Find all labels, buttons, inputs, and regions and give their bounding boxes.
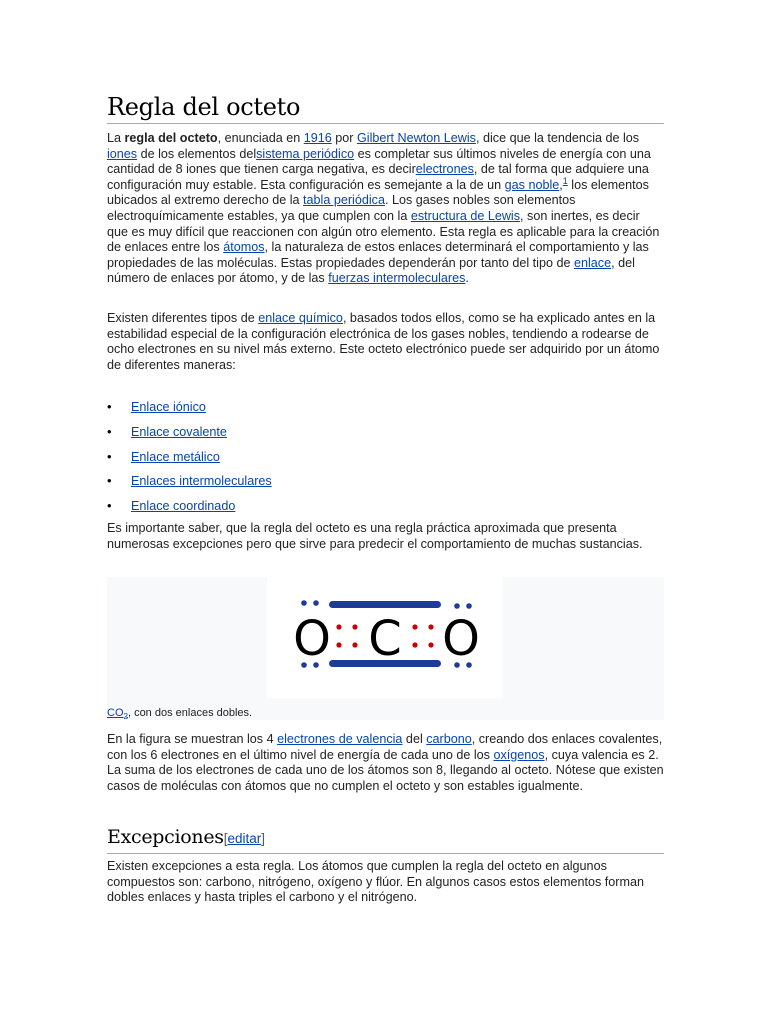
bullet-icon: • [107, 423, 112, 439]
link-enlace-quimico[interactable]: enlace químico [258, 311, 343, 325]
link-electrones[interactable]: electrones [415, 162, 474, 177]
list-item [107, 472, 272, 497]
link-oxigenos[interactable]: oxígenos [493, 747, 545, 762]
link-enlace-coordinado[interactable]: Enlace coordinado [131, 499, 236, 514]
text: , del número de enlaces por átomo, y de las [107, 255, 635, 286]
bullet-icon: • [107, 399, 112, 414]
link-iones[interactable]: iones [107, 146, 138, 161]
edit-section [224, 831, 265, 846]
text: En la figura se muestran los 4 [107, 732, 278, 746]
atom-oxygen-right: O [442, 611, 480, 667]
text: , la naturaleza de estos enlaces determinará el comportamiento y las propiedades de las moléculas. Estas propiedades dependerán por tanto del tipo de [107, 240, 649, 270]
list-item [107, 448, 272, 473]
link-enlace[interactable]: enlace [574, 255, 612, 270]
link-electrones-de-valencia[interactable]: electrones de valencia [277, 732, 403, 746]
link-fuerzas-intermoleculares[interactable]: fuerzas intermoleculares [328, 271, 466, 286]
text: es completar sus últimos niveles de energía con una cantidad de 8 iones que tienen carga negativa, es decir [107, 146, 651, 177]
figure-explanation-paragraph [107, 732, 664, 794]
link-1916[interactable]: 1916 [303, 131, 332, 145]
link-atomos[interactable]: átomos [223, 240, 265, 255]
lone-pair-electron [313, 600, 319, 606]
reference-1[interactable]: 1 [562, 175, 568, 186]
text: . [465, 271, 469, 286]
text: Existen diferentes tipos de [107, 311, 259, 325]
link-tabla-periodica[interactable]: tabla periódica [303, 193, 385, 208]
link-carbono[interactable]: carbono [426, 732, 472, 746]
text: , con dos enlaces dobles. [127, 707, 253, 719]
text: de los elementos del [137, 146, 257, 161]
shared-electron [352, 642, 357, 647]
shared-electron [428, 624, 433, 629]
co2-lewis-structure [267, 577, 503, 698]
co2-figure [107, 577, 664, 720]
lone-pair-electron [454, 603, 460, 609]
lone-pair-electron [301, 600, 307, 606]
link-gilbert-newton-lewis[interactable]: Gilbert Newton Lewis [356, 131, 476, 145]
text: , de tal forma que adquiere una configuración muy estable. Esta configuración es semejante a la de un [107, 162, 649, 192]
text: , creando dos enlaces covalentes, con los 6 electrones en el último nivel de energía de cada uno de los [107, 732, 663, 762]
list-item [107, 423, 272, 448]
link-gas-noble[interactable]: gas noble [504, 177, 560, 192]
link-enlace-covalente[interactable]: Enlace covalente [131, 424, 227, 439]
bond-types-list [107, 398, 272, 522]
list-item [107, 398, 272, 423]
exceptions-note-paragraph: Es importante saber, que la regla del octeto es una regla práctica aproximada que presenta numerosas excepciones pero que sirve para predecir el comportamiento de muchas sustancias. [107, 521, 643, 551]
text: , [559, 177, 563, 192]
bullet-icon: • [107, 448, 112, 464]
link-co2[interactable] [107, 707, 128, 722]
link-enlace-ionico[interactable]: Enlace iónico [131, 400, 206, 414]
atom-carbon: C [368, 611, 402, 667]
list-item [107, 497, 272, 522]
link-enlace-metalico[interactable]: Enlace metálico [131, 449, 220, 464]
lone-pair-electron [466, 603, 472, 609]
bond-types-paragraph [107, 311, 664, 373]
page-title: Regla del octeto [107, 91, 664, 124]
shared-electron [412, 624, 417, 629]
text: La [107, 131, 125, 145]
atom-oxygen-left: O [293, 611, 331, 667]
bracket: [ [223, 831, 228, 846]
subscript: 2 [123, 712, 128, 722]
exceptions-paragraph: Existen excepciones a esta regla. Los átomos que cumplen la regla del octeto en algunos compuestos son: carbono, nitrógeno, oxígeno y flúor. En algunos casos estos elementos forman dobles enlaces y hasta triples el carbono y el nitrógeno. [107, 859, 644, 905]
text: , cuya valencia es 2. La suma de los electrones de cada uno de los átomos son 8, llegando al octeto. Nótese que existen casos de moléculas con átomos que no cumplen el octeto y son estables igualmente. [107, 747, 664, 793]
shared-electron [336, 642, 341, 647]
bold-term: regla del octeto [124, 131, 218, 145]
bullet-icon: • [107, 473, 112, 489]
text: , enunciada en [217, 131, 304, 145]
bond-line-top [329, 601, 441, 608]
link-sistema-periodico[interactable]: sistema periódico [256, 146, 355, 161]
text: , basados todos ellos, como se ha explicado antes en la estabilidad especial de la configuración electrónica de los gases nobles, tendiendo a rodearse de ocho electrones en su nivel más externo. Este octeto electrónico puede ser adquirido por un átomo de diferentes maneras: [107, 311, 660, 372]
figure-caption [107, 706, 252, 720]
link-estructura-de-lewis[interactable]: estructura de Lewis [410, 208, 521, 223]
shared-electron [336, 624, 341, 629]
text: , dice que la tendencia de los [475, 131, 640, 145]
bullet-icon: • [107, 498, 112, 514]
section-heading-excepciones [107, 823, 664, 854]
text: . Los gases nobles son elementos electroquímicamente estables, ya que cumplen con la [107, 193, 576, 223]
shared-electron [412, 642, 417, 647]
section-title: Excepciones [107, 826, 224, 848]
text: los elementos ubicados al extremo derecho de la [107, 177, 649, 208]
shared-electron [428, 642, 433, 647]
link-enlaces-intermoleculares[interactable]: Enlaces intermoleculares [131, 474, 272, 489]
text: , son inertes, es decir que es muy difícil que reaccionen con algún otro elemento. Esta regla es aplicable para la creación de enlaces entre los [107, 208, 660, 255]
edit-link[interactable]: editar [227, 831, 262, 846]
text: CO [107, 707, 124, 719]
bracket: ] [261, 831, 266, 846]
intro-paragraph [107, 131, 664, 287]
shared-electron [352, 624, 357, 629]
text: del [402, 732, 427, 746]
text: por [331, 131, 357, 145]
